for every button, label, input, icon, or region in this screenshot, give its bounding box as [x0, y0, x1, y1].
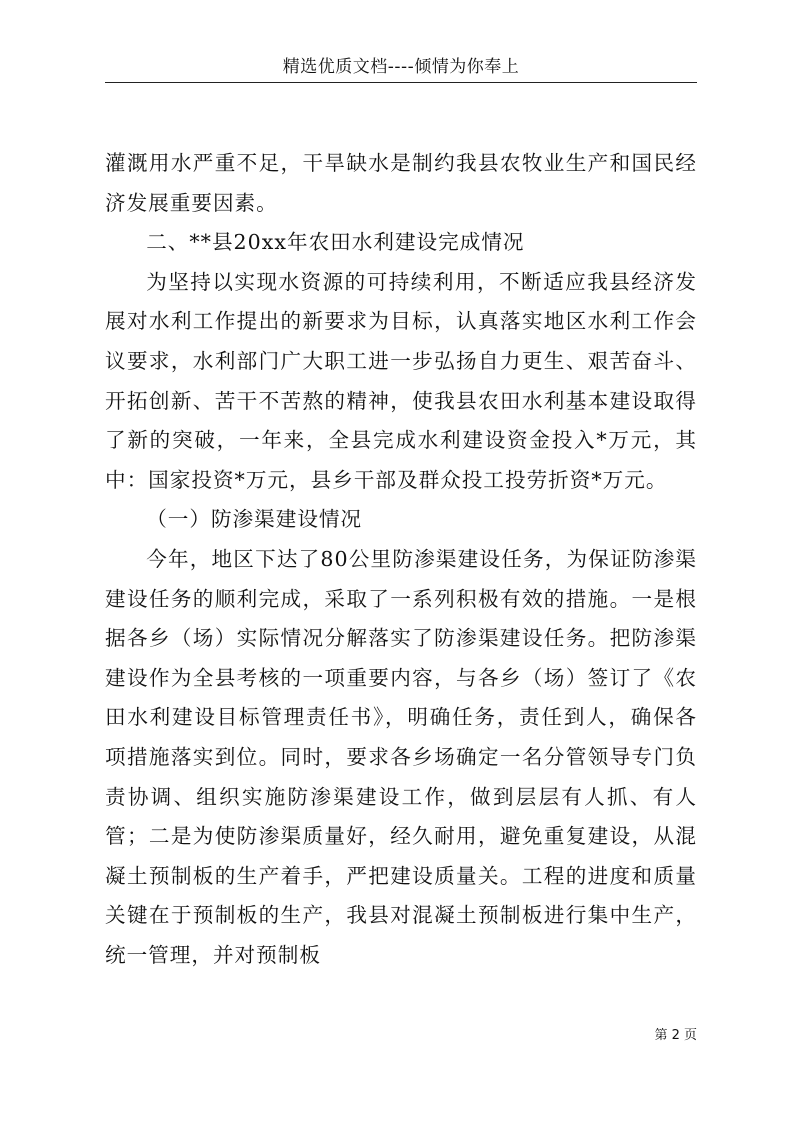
section-heading-2: 二、**县20xx年农田水利建设完成情况 — [146, 230, 525, 255]
header-title: 精选优质文档----倾情为你奉上 — [282, 57, 520, 77]
document-body — [105, 144, 697, 975]
paragraph-continuation: 灌溉用水严重不足，干旱缺水是制约我县农牧业生产和国民经济发展重要因素。 — [105, 151, 697, 215]
paragraph-seepage-canal: 今年，地区下达了80公里防渗渠建设任务，为保证防渗渠建设任务的顺利完成，采取了一系列积极有效的措施。一是根据各乡（场）实际情况分解落实了防渗渠建设任务。把防渗渠建设作为全县考核的一项重要内容，与各乡（场）签订了《农田水利建设目标管理责任书》，明确任务，责任到人，确保各项措施落实到位。同时，要求各乡场确定一名分管领导专门负责协调、组织实施防渗渠建设工作，做到层层有人抓、有人管；二是为使防渗渠质量好，经久耐用，避免重复建设，从混凝土预制板的生产着手，严把建设质量关。工程的进度和质量关键在于预制板的生产，我县对混凝土预制板进行集中生产，统一管理，并对预制板 — [105, 546, 697, 967]
page-header — [105, 52, 697, 83]
subsection-heading-1: （一）防渗渠建设情况 — [146, 507, 363, 532]
page-number-label: 第 2 页 — [654, 1028, 697, 1043]
page-number — [654, 1028, 697, 1044]
paragraph-overview: 为坚持以实现水资源的可持续利用，不断适应我县经济发展对水利工作提出的新要求为目标，认真落实地区水利工作会议要求，水利部门广大职工进一步弘扬自力更生、艰苦奋斗、开拓创新、苦干不苦熬的精神，使我县农田水利基本建设取得了新的突破，一年来，全县完成水利建设资金投入*万元，其中：国家投资*万元，县乡干部及群众投工投劳折资*万元。 — [105, 269, 697, 492]
